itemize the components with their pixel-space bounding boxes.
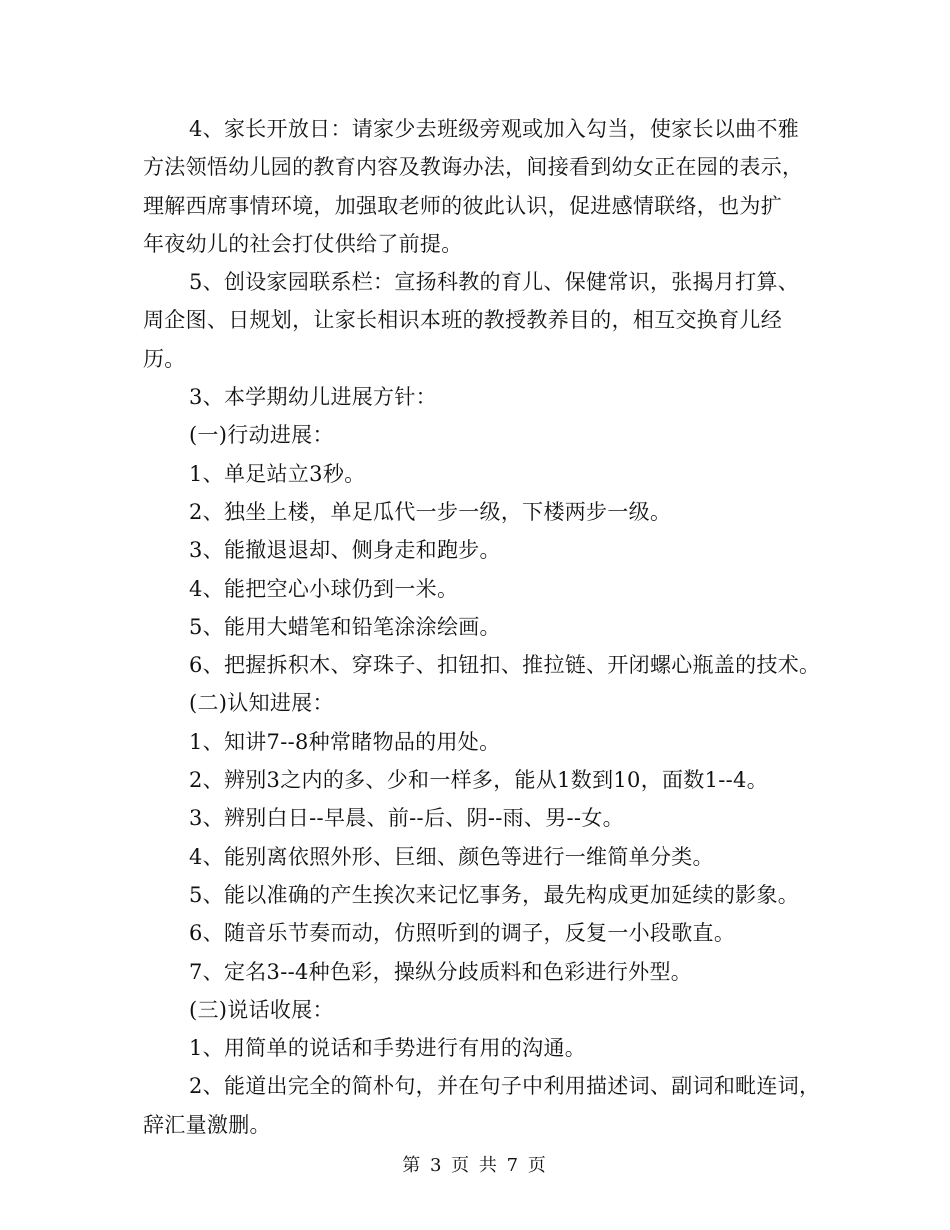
document-body — [143, 110, 823, 1144]
text-line: 4、能别离依照外形、巨细、颜色等进行一维简单分类。 — [189, 844, 714, 869]
text-line: 5、能用大蜡笔和铅笔涂涂绘画。 — [189, 614, 501, 639]
text-line: 4、家长开放日：请家少去班级旁观或加入勾当，使家长以曲不雅 — [189, 117, 800, 141]
text-line: 5、创设家园联系栏：宣扬科教的育儿、保健常识，张揭月打算、 — [189, 270, 800, 295]
text-line: 6、把握拆积木、穿珠子、扣钮扣、推拉链、开闭螺心瓶盖的技术。 — [189, 653, 821, 678]
text-line: (二)认知进展： — [189, 691, 334, 716]
text-line: 1、知讲7--8种常睹物品的用处。 — [189, 729, 501, 754]
text-line: 6、随音乐节奏而动，仿照听到的调子，反复一小段歌直。 — [189, 921, 736, 946]
text-line: 理解西席事情环境，加强取老师的彼此认识，促进感情联络，也为扩 — [143, 193, 782, 218]
text-line: 周企图、日规划，让家长相识本班的教授教养目的，相互交换育儿经 — [143, 308, 782, 333]
text-line: 3、能撤退退却、侧身走和跑步。 — [189, 538, 501, 563]
text-line: 方法领悟幼儿园的教育内容及教诲办法，间接看到幼女正在园的表示， — [143, 155, 804, 180]
text-line: 辞汇量激删。 — [143, 1112, 271, 1137]
text-line: 7、定名3--4种色彩，操纵分歧质料和色彩进行外型。 — [189, 959, 693, 984]
text-line: 3、本学期幼儿进展方针： — [189, 385, 437, 410]
text-line: (三)说话收展： — [189, 997, 334, 1022]
page-footer: 第 3 页 共 7 页 — [402, 1155, 548, 1176]
text-line: 历。 — [143, 346, 186, 371]
text-line: 1、用简单的说话和手势进行有用的沟通。 — [189, 1036, 587, 1061]
text-line: 4、能把空心小球仍到一米。 — [189, 576, 459, 601]
text-line: 1、单足站立3秒。 — [189, 461, 366, 486]
text-line: (一)行动进展： — [189, 423, 334, 448]
text-line: 年夜幼儿的社会打仗供给了前提。 — [143, 231, 463, 256]
text-line: 3、辨别白日--早晨、前--后、阴--雨、男--女。 — [189, 806, 624, 831]
text-line: 2、独坐上楼，单足瓜代一步一级，下楼两步一级。 — [189, 499, 672, 524]
text-line: 2、能道出完全的简朴句，并在句子中利用描述词、副词和毗连词， — [189, 1074, 821, 1099]
text-line: 5、能以准确的产生挨次来记忆事务，最先构成更加延续的影象。 — [189, 882, 800, 907]
text-line: 2、辨别3之内的多、少和一样多，能从1数到10，面数1--4。 — [189, 768, 769, 793]
